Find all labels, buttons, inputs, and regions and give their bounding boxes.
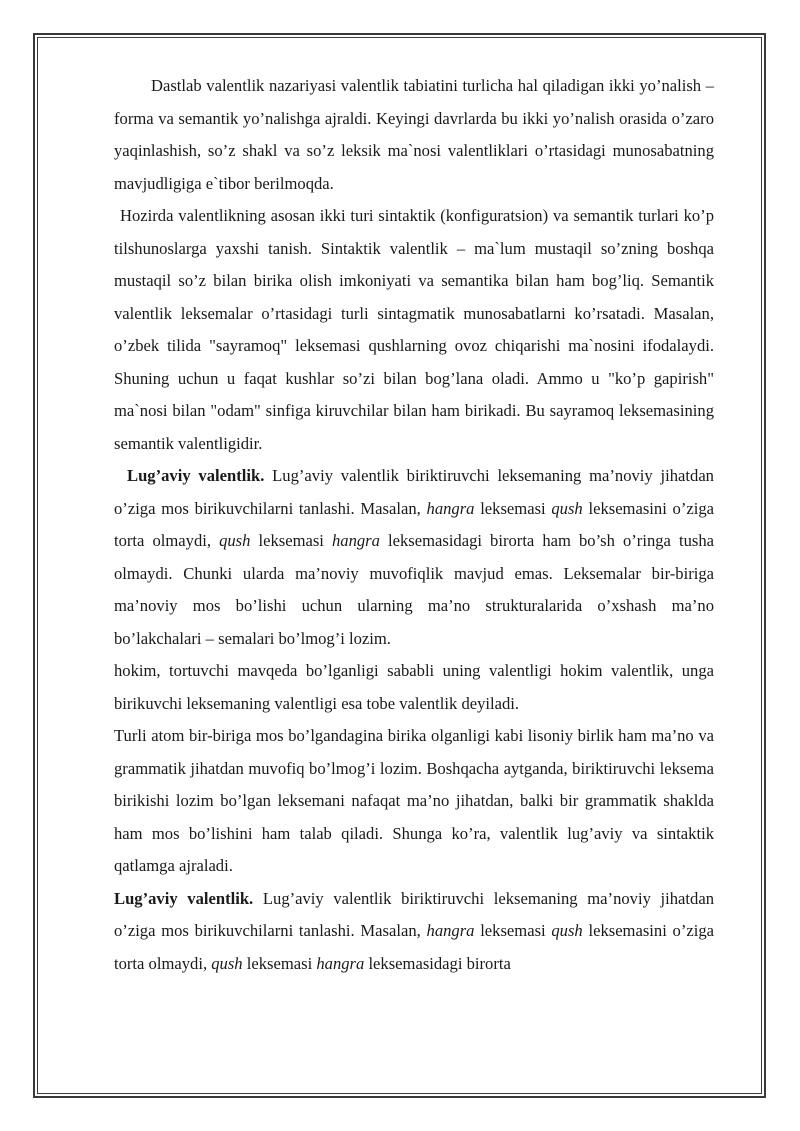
paragraph-3-text: leksemasi [250, 531, 332, 550]
paragraph-3-text: leksemasidagi birorta ham bo’sh o’ringa tusha olmaydi. Chunki ularda ma’noviy muvofiqlik mavjud emas. Leksemalar bir-biriga ma’noviy mos bo’lishi uchun ularning ma’no strukturalarida o’xshash ma’no bo’lakchalari – semalari bo’lmog’i lozim. [114, 531, 714, 648]
paragraph-6-text: leksemasi [242, 953, 317, 973]
section-heading-lugaviy-valentlik: Lug’aviy valentlik. [114, 888, 254, 908]
document-body [114, 70, 714, 980]
term-italic: hangra [331, 531, 380, 550]
paragraph-6-text: leksemasi [474, 921, 552, 940]
paragraph-2-text: Hozirda valentlikning asosan ikki turi sintaktik (konfiguratsion) va semantik turlari ko’p tilshunoslarga yaxshi tanish. Sintaktik valentlik – ma`lum mustaqil so’zning boshqa mustaqil so’z bilan birika olish imkoniyati va semantika bilan ham bog’liq. Semantik valentlik leksemalar o’rtasidagi turli sintagmatik munosabatlarni ko’rsatadi. Masalan, o’zbek tilida "sayramoq" leksemasi qushlarning ovoz chiqarishi ma`nosini ifodalaydi. Shuning uchun u faqat kushlar so’zi bilan bog’lana oladi. Ammo u "ko’p gapirish" ma`nosi bilan "odam" sinfiga kiruvchilar bilan ham birikadi. Bu sayramoq leksemasining semantik valentligidir. [114, 206, 714, 453]
term-italic: hangra [316, 953, 365, 973]
section-heading-lugaviy-valentlik: Lug’aviy valentlik. [127, 466, 265, 485]
paragraph-6-text: Lug’aviy valentlik biriktiruvchi leksemaning ma’noviy jihatdan o’ziga mos birikuvchilarni tanlashi. Masalan, [114, 888, 714, 940]
term-italic: qush [551, 921, 583, 940]
term-italic: hangra [426, 921, 475, 940]
paragraph-4 [114, 655, 714, 720]
paragraph-6-text: leksemasini o’ziga torta olmaydi, [114, 921, 714, 973]
term-italic: qush [211, 953, 243, 973]
term-italic: qush [219, 531, 251, 550]
paragraph-3-text: leksemasi [474, 498, 552, 518]
paragraph-2 [114, 200, 714, 460]
term-italic: qush [551, 498, 583, 518]
paragraph-6 [114, 883, 714, 981]
paragraph-4-text: hokim, tortuvchi mavqeda bo’lganligi sababli uning valentligi hokim valentlik, unga birikuvchi leksemaning valentligi esa tobe valentlik deyiladi. [114, 661, 714, 713]
paragraph-3-text: Lug’aviy valentlik biriktiruvchi leksemaning ma’noviy jihatdan o’ziga mos birikuvchilarni tanlashi. Masalan, [114, 466, 714, 518]
paragraph-5-text: Turli atom bir-biriga mos bo’lgandagina birika olganligi kabi lisoniy birlik ham ma’no va grammatik jihatdan muvofiq bo’lmog’i lozim. Boshqacha aytganda, biriktiruvchi leksema birikishi lozim bo’lgan leksemani nafaqat ma’no jihatdan, balki bir grammatik shaklda ham mos bo’lishini ham talab qiladi. Shunga ko’ra, valentlik lug’aviy va sintaktik qatlamga ajraladi. [114, 726, 714, 875]
paragraph-6-text: leksemasidagi birorta [364, 953, 511, 973]
paragraph-5 [114, 720, 714, 883]
paragraph-3-text: leksemasini o’ziga torta olmaydi, [114, 498, 714, 550]
term-italic: hangra [426, 498, 475, 518]
paragraph-1-text: Dastlab valentlik nazariyasi valentlik tabiatini turlicha hal qiladigan ikki yo’nalish – forma va semantik yo’nalishga ajraldi. Keyingi davrlarda bu ikki yo’nalish orasida o’zaro yaqinlashish, so’z shakl va so’z leksik ma`nosi valentliklari o’rtasidagi munosabatning mavjudligiga e`tibor berilmoqda. [114, 76, 714, 193]
paragraph-3 [114, 460, 714, 655]
paragraph-1 [114, 70, 714, 200]
